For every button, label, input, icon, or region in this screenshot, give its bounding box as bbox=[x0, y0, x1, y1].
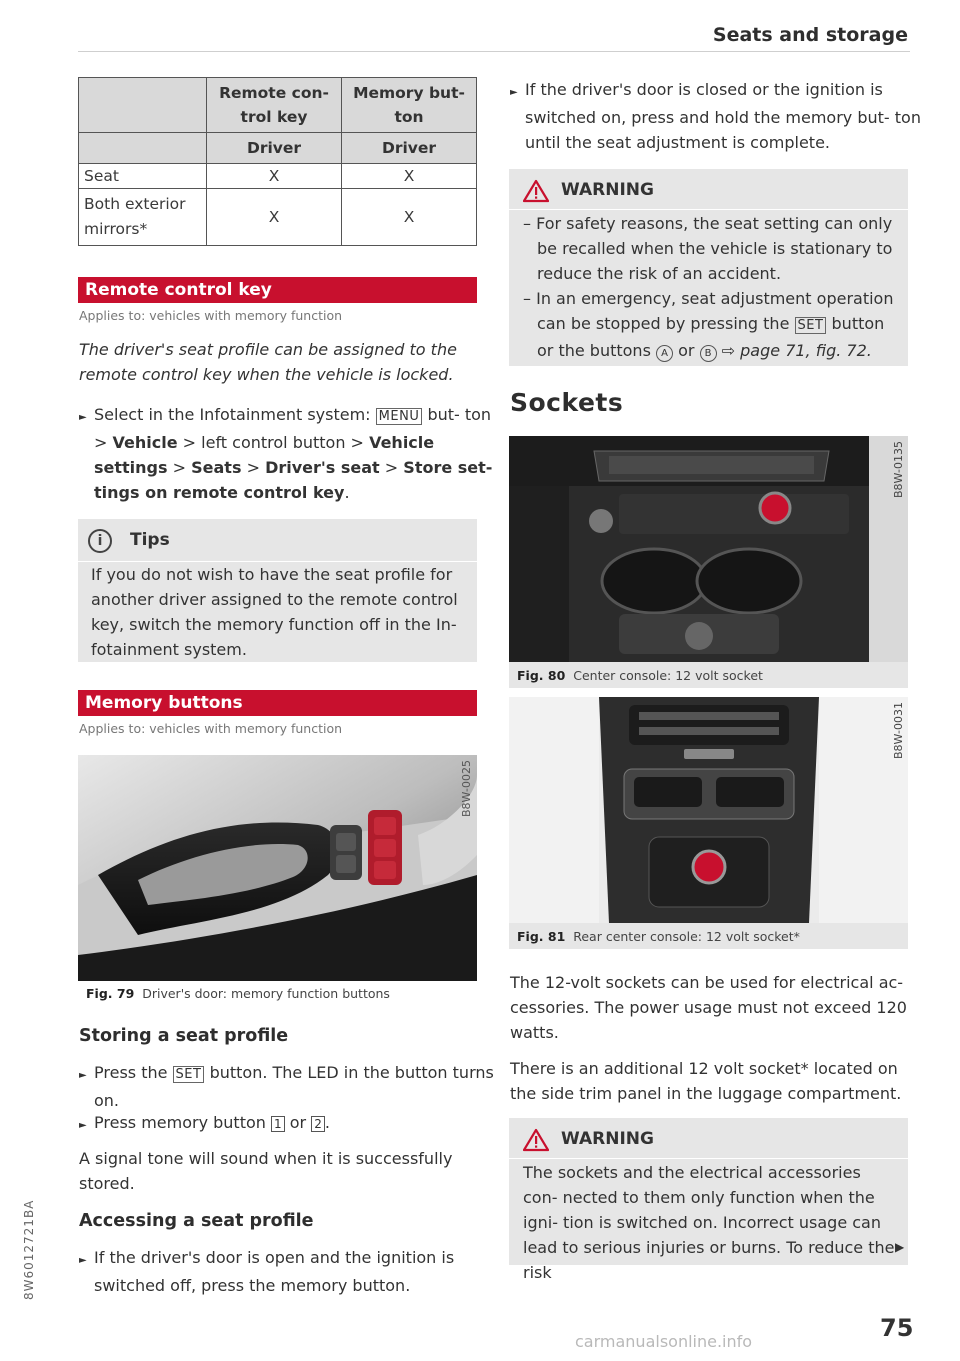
warning-text: The sockets and the electrical accessories con- nected to them only function when the igni- tion is switched on. Incorrect usage can lead to serious injuries or burns. To reduce the risk bbox=[523, 1163, 895, 1282]
page-number: 75 bbox=[880, 1314, 914, 1342]
bullet-arrow-icon: ► bbox=[510, 87, 518, 98]
store-step-2: ► Press memory button 1 or 2 . bbox=[79, 1110, 494, 1138]
sockets-para-1: The 12-volt sockets can be used for electrical ac- cessories. The power usage must not exceed 120 watts. bbox=[510, 973, 907, 1042]
button-b-label: B bbox=[700, 345, 717, 362]
rear-console-illustration bbox=[509, 697, 908, 923]
continue-arrow-icon: ▶ bbox=[895, 1240, 905, 1254]
storing-seat-profile-heading: Storing a seat profile bbox=[79, 1026, 289, 1046]
table-header-row bbox=[79, 133, 477, 164]
set-button-label: SET bbox=[795, 317, 827, 334]
sockets-heading: Sockets bbox=[510, 388, 624, 417]
memory-table bbox=[78, 77, 477, 246]
store-step-1: ► Press the SET button. The LED in the button turns on. bbox=[79, 1063, 494, 1110]
access-step-1: ► If the driver's door is open and the ignition is switched off, press the memory button. bbox=[79, 1248, 455, 1295]
fig80-center-console-socket bbox=[509, 436, 908, 662]
store-remote-step: ► Select in the Infotainment system: MENU but- ton > Vehicle > left control button > Vehicle settings > Seats > Driver's seat > Store set- tings on remote control key. bbox=[79, 405, 493, 502]
bullet-arrow-icon: ► bbox=[79, 1255, 87, 1266]
fig80-caption: Fig. 80 Center console: 12 volt socket bbox=[517, 668, 763, 683]
table-header-row bbox=[79, 78, 477, 133]
document-code: 8W6012721BA bbox=[22, 1199, 36, 1300]
set-button-label: SET bbox=[173, 1066, 205, 1083]
warning-box-2 bbox=[509, 1118, 908, 1282]
table-cell: X bbox=[207, 164, 342, 189]
fig79-caption: Fig. 79 Driver's door: memory function buttons bbox=[86, 986, 390, 1001]
bullet-arrow-icon: ► bbox=[79, 412, 87, 423]
figure-code: B8W-0031 bbox=[892, 702, 905, 759]
remote-intro: The driver's seat profile can be assigned to the remote control key when the vehicle is locked. bbox=[79, 340, 457, 384]
signal-note: A signal tone will sound when it is successfully stored. bbox=[79, 1149, 453, 1193]
table-row bbox=[79, 164, 477, 189]
center-console-illustration bbox=[509, 436, 908, 662]
memory-buttons-heading: Memory buttons bbox=[78, 690, 477, 716]
table-cell: Both exterior mirrors* bbox=[79, 189, 207, 246]
fig81-rear-console-socket bbox=[509, 697, 908, 923]
remote-control-key-heading: Remote control key bbox=[78, 277, 477, 303]
tips-title: Tips bbox=[130, 530, 170, 550]
menu-button-label: MENU bbox=[376, 408, 423, 425]
warning-item-2: – In an emergency, seat adjustment operation can be stopped by pressing the SET button or the buttons A or B ⇨ page 71, fig. 72. bbox=[523, 289, 894, 360]
warning-item-1: – For safety reasons, the seat setting can only be recalled when the vehicle is stationary to reduce the risk of an accident. bbox=[523, 214, 893, 283]
table-cell: X bbox=[207, 189, 342, 246]
header-divider bbox=[78, 51, 910, 52]
warning-box-1 bbox=[509, 169, 908, 366]
tips-box bbox=[78, 519, 477, 662]
fig80-caption-bar bbox=[509, 662, 908, 688]
memory-button-2: 2 bbox=[311, 1116, 325, 1132]
warning-title: WARNING bbox=[561, 180, 654, 200]
page-reference-link[interactable]: ⇨ page 71, fig. 72. bbox=[721, 341, 872, 360]
section-title: Seats and storage bbox=[712, 24, 908, 46]
info-icon: i bbox=[88, 529, 112, 553]
warning-title: WARNING bbox=[561, 1129, 654, 1149]
table-header-cell bbox=[79, 78, 207, 133]
accessing-seat-profile-heading: Accessing a seat profile bbox=[79, 1211, 314, 1231]
warning-triangle-icon bbox=[523, 179, 549, 203]
table-header-cell: Memory but- ton bbox=[342, 78, 477, 133]
button-a-label: A bbox=[656, 345, 673, 362]
bullet-arrow-icon: ► bbox=[79, 1120, 87, 1131]
fig81-caption-bar bbox=[509, 923, 908, 949]
table-header-cell: Driver bbox=[342, 133, 477, 164]
table-header-cell bbox=[79, 133, 207, 164]
applies-to-note: Applies to: vehicles with memory function bbox=[79, 308, 343, 323]
table-header-cell: Driver bbox=[207, 133, 342, 164]
bullet-arrow-icon: ► bbox=[79, 1070, 87, 1081]
table-header-cell: Remote con- trol key bbox=[207, 78, 342, 133]
access-step-2: ► If the driver's door is closed or the ignition is switched on, press and hold the memory but- ton until the seat adjustment is complete. bbox=[510, 80, 921, 152]
table-cell: X bbox=[342, 164, 477, 189]
table-row bbox=[79, 189, 477, 246]
applies-to-note: Applies to: vehicles with memory function bbox=[79, 721, 343, 736]
table-cell: X bbox=[342, 189, 477, 246]
tips-text: If you do not wish to have the seat profile for another driver assigned to the remote control key, switch the memory function off in the In- fotainment system. bbox=[91, 565, 458, 659]
fig81-caption: Fig. 81 Rear center console: 12 volt socket* bbox=[517, 929, 800, 944]
figure-code: B8W-0025 bbox=[460, 760, 473, 817]
door-panel-illustration bbox=[78, 755, 477, 981]
sockets-para-2: There is an additional 12 volt socket* located on the side trim panel in the luggage compartment. bbox=[510, 1059, 902, 1103]
table-cell: Seat bbox=[79, 164, 207, 189]
watermark: carmanualsonline.info bbox=[575, 1332, 753, 1351]
memory-button-1: 1 bbox=[271, 1116, 285, 1132]
warning-divider bbox=[509, 209, 908, 210]
warning-divider bbox=[509, 1158, 908, 1159]
warning-triangle-icon bbox=[523, 1128, 549, 1152]
figure-code: B8W-0135 bbox=[892, 441, 905, 498]
fig79-door-memory-buttons bbox=[78, 755, 477, 981]
